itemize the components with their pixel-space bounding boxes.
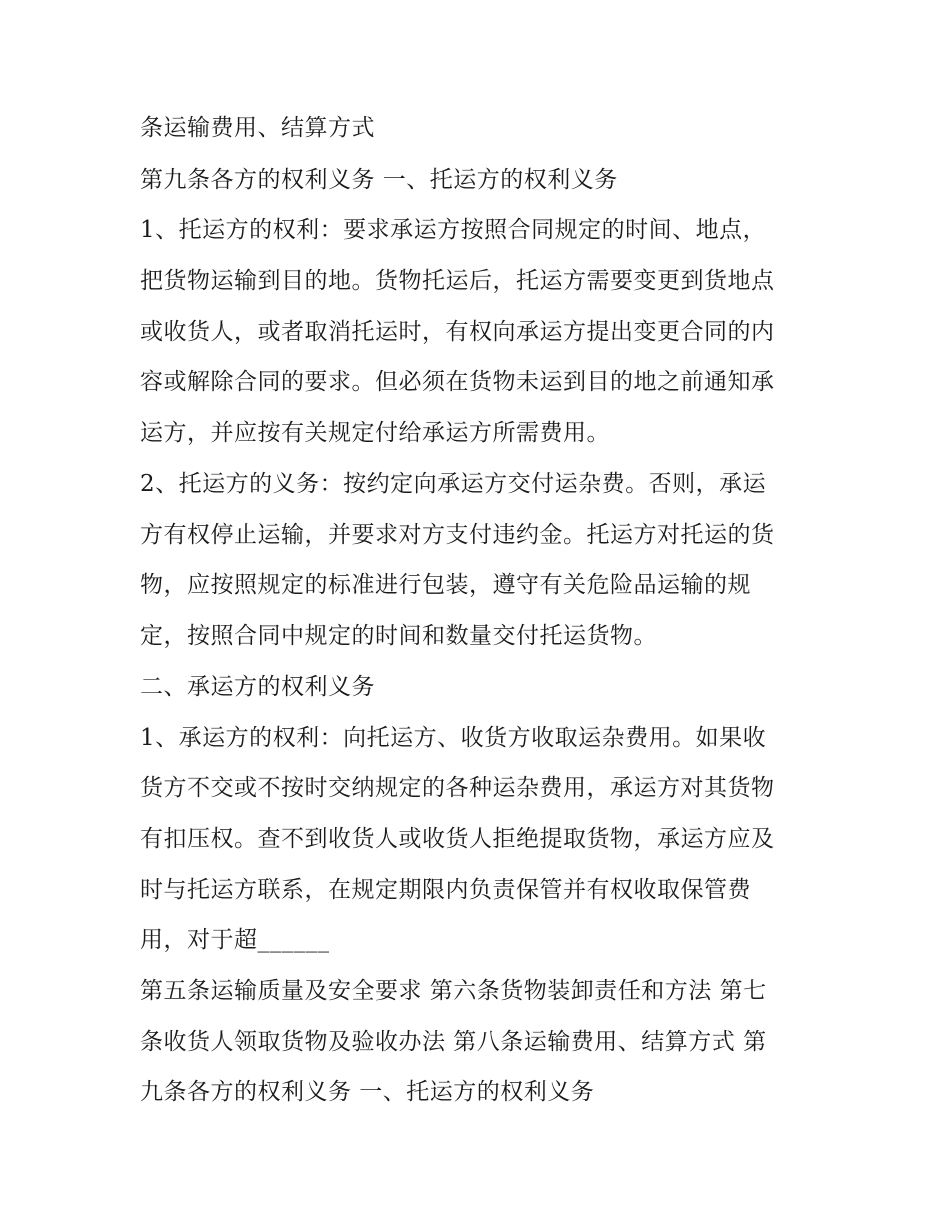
text-line: 条运输费用、结算方式 bbox=[140, 115, 375, 141]
text-line: 用，对于超______ bbox=[140, 927, 330, 953]
text-line: 货方不交或不按时交纳规定的各种运杂费用，承运方对其货物 bbox=[140, 775, 775, 801]
text-line: 有扣压权。查不到收货人或收货人拒绝提取货物，承运方应及 bbox=[140, 826, 775, 852]
text-line: 二、承运方的权利义务 bbox=[140, 674, 375, 700]
text-line: 或收货人，或者取消托运时，有权向承运方提出变更合同的内 bbox=[140, 319, 775, 345]
text-line: 九条各方的权利义务 一、托运方的权利义务 bbox=[140, 1079, 595, 1105]
text-line: 把货物运输到目的地。货物托运后，托运方需要变更到货地点 bbox=[140, 268, 775, 294]
text-line: 1、承运方的权利：向托运方、收货方收取运杂费用。如果收 bbox=[140, 725, 767, 751]
text-line: 条收货人领取货物及验收办法 第八条运输费用、结算方式 第 bbox=[140, 1029, 767, 1055]
text-line: 定，按照合同中规定的时间和数量交付托运货物。 bbox=[140, 623, 657, 649]
text-line: 第五条运输质量及安全要求 第六条货物装卸责任和方法 第七 bbox=[140, 978, 767, 1004]
text-line: 方有权停止运输，并要求对方支付违约金。托运方对托运的货 bbox=[140, 522, 775, 548]
text-line: 第九条各方的权利义务 一、托运方的权利义务 bbox=[140, 167, 618, 193]
text-line: 时与托运方联系，在规定期限内负责保管并有权收取保管费 bbox=[140, 877, 751, 903]
text-line: 物，应按照规定的标准进行包装，遵守有关危险品运输的规 bbox=[140, 572, 751, 598]
text-line: 运方，并应按有关规定付给承运方所需费用。 bbox=[140, 420, 610, 446]
text-line: 1、托运方的权利：要求承运方按照合同规定的时间、地点， bbox=[140, 217, 767, 243]
text-line: 2、托运方的义务：按约定向承运方交付运杂费。否则，承运 bbox=[140, 471, 767, 497]
text-line: 容或解除合同的要求。但必须在货物未运到目的地之前通知承 bbox=[140, 369, 775, 395]
